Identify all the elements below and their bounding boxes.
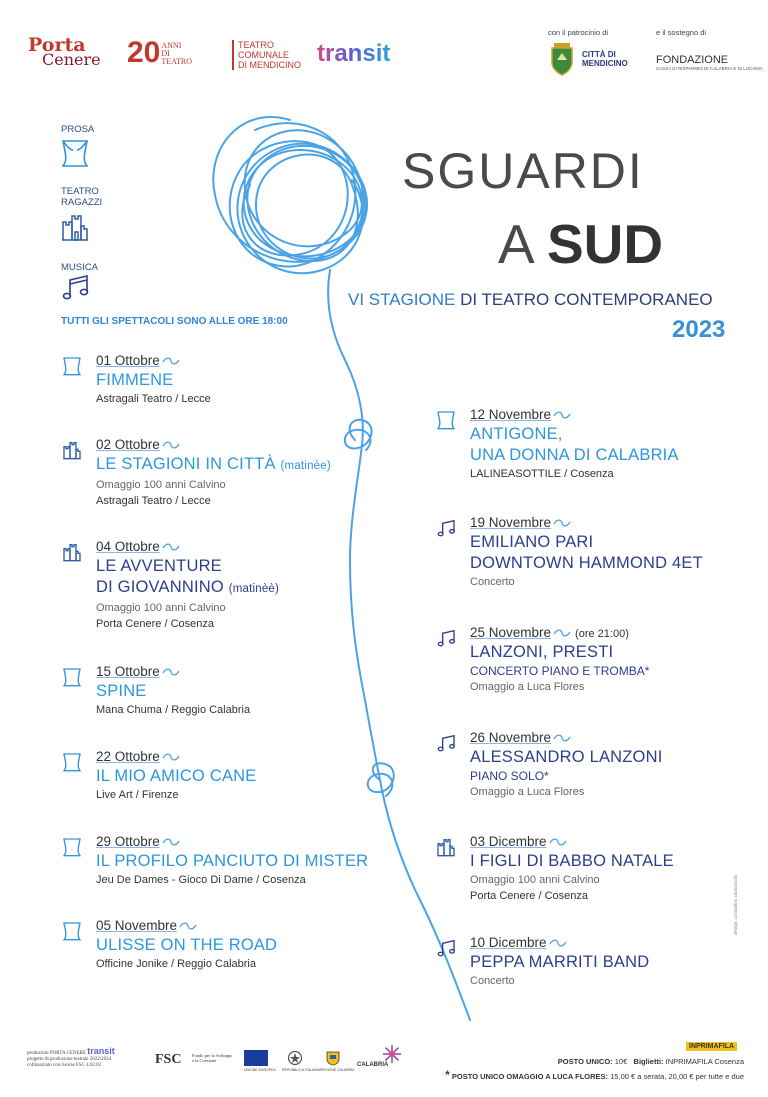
castle-icon bbox=[60, 212, 90, 242]
castle-icon bbox=[62, 440, 82, 460]
event-note: Omaggio 100 anni Calvino bbox=[96, 479, 226, 491]
category-prosa-label: PROSA bbox=[61, 124, 95, 135]
event-note: Omaggio a Luca Flores bbox=[470, 786, 585, 798]
event-date: 19 Novembre bbox=[470, 515, 552, 530]
event-date: 12 Novembre bbox=[470, 407, 552, 422]
event-company: Live Art / Firenze bbox=[96, 789, 179, 801]
prod-line2: progetto di produzione teatrale 2022/2024 bbox=[27, 1057, 112, 1062]
swirl-icon bbox=[162, 752, 180, 762]
event-date: 04 Ottobre bbox=[96, 539, 160, 554]
fondazione-title: FONDAZIONE bbox=[656, 54, 729, 66]
event-name: IL MIO AMICO CANE bbox=[96, 767, 257, 785]
event-note: Omaggio a Luca Flores bbox=[470, 681, 585, 693]
anni-line1: ANNI bbox=[161, 41, 182, 50]
music-note-icon bbox=[60, 272, 90, 302]
event-extra-time: (ore 21:00) bbox=[575, 628, 629, 640]
calabria-region-icon bbox=[325, 1050, 341, 1066]
event-name-text: LE STAGIONI IN CITTÀ bbox=[96, 455, 276, 473]
calabria-text: CALABRIA bbox=[357, 1062, 389, 1068]
logo-fsc: FSC bbox=[155, 1052, 182, 1067]
posto-unico-value: 10€ bbox=[614, 1057, 628, 1066]
logo-citta-mendicino bbox=[548, 42, 628, 76]
rep-label: REPUBBLICA ITALIANA bbox=[282, 1068, 321, 1072]
event-date: 03 Dicembre bbox=[470, 834, 547, 849]
swirl-icon bbox=[549, 837, 567, 847]
event-name: ALESSANDRO LANZONI bbox=[470, 748, 663, 766]
event-name: LE AVVENTURE bbox=[96, 557, 222, 575]
footer-production bbox=[27, 1048, 115, 1069]
event-note: Omaggio 100 anni Calvino bbox=[96, 602, 226, 614]
event-name-2: DOWNTOWN HAMMOND 4ET bbox=[470, 554, 703, 572]
design-credit: design: costantino santonocito bbox=[733, 874, 738, 935]
prod-transit: transit bbox=[87, 1046, 115, 1056]
curtain-icon bbox=[436, 410, 456, 430]
event-date: 22 Ottobre bbox=[96, 749, 160, 764]
biglietti-value: INPRIMAFILA Cosenza bbox=[665, 1057, 744, 1066]
subtitle bbox=[348, 290, 713, 310]
anni-line3: TEATRO bbox=[161, 57, 193, 66]
event-subtitle: CONCERTO PIANO E TROMBA* bbox=[470, 664, 650, 678]
event-name: I FIGLI DI BABBO NATALE bbox=[470, 852, 674, 870]
event-company: LALINEASOTTILE / Cosenza bbox=[470, 468, 614, 480]
event-date: 29 Ottobre bbox=[96, 834, 160, 849]
citta-line1: CITTÀ DI bbox=[582, 50, 616, 59]
event-note: Omaggio 100 anni Calvino bbox=[470, 874, 600, 886]
citta-line2: MENDICINO bbox=[582, 59, 628, 68]
event-name: EMILIANO PARI bbox=[470, 533, 594, 551]
swirl-icon bbox=[553, 628, 571, 638]
event-name: SPINE bbox=[96, 682, 147, 700]
logo-transit: transit bbox=[317, 40, 391, 67]
event-company: Officine Jonike / Reggio Calabria bbox=[96, 958, 256, 970]
event-date: 05 Novembre bbox=[96, 918, 178, 933]
omaggio-value: 15,00 € a serata, 20,00 € per tutte e due bbox=[610, 1072, 744, 1081]
porta-line1: Porta bbox=[28, 34, 86, 56]
time-note: TUTTI GLI SPETTACOLI SONO ALLE ORE 18:00 bbox=[61, 316, 288, 327]
subtitle-b: DI TEATRO bbox=[460, 290, 550, 309]
swirl-icon bbox=[162, 837, 180, 847]
fsc-sub1: Fondo per lo Sviluppo bbox=[192, 1053, 233, 1058]
porta-line2: Cenere bbox=[42, 50, 101, 69]
calabria-flower-icon bbox=[382, 1044, 402, 1064]
swirl-icon bbox=[162, 667, 180, 677]
music-note-icon bbox=[436, 518, 456, 538]
title-line2 bbox=[498, 212, 663, 276]
event-note: Concerto bbox=[470, 975, 515, 987]
event-date: 15 Ottobre bbox=[96, 664, 160, 679]
title-line1: SGUARDI bbox=[402, 143, 644, 199]
subtitle-c: CONTEMPORANEO bbox=[553, 290, 713, 309]
omaggio-label: POSTO UNICO OMAGGIO A LUCA FLORES: bbox=[451, 1072, 609, 1081]
curtain-icon bbox=[62, 356, 82, 376]
event-date: 01 Ottobre bbox=[96, 353, 160, 368]
anni-text bbox=[161, 42, 192, 66]
curtain-icon bbox=[60, 138, 90, 168]
category-ragazzi-label: TEATRO RAGAZZI bbox=[61, 186, 103, 208]
swirl-icon bbox=[162, 542, 180, 552]
price-line1 bbox=[558, 1057, 744, 1066]
anni-line2: DI bbox=[161, 49, 170, 58]
event-name: ANTIGONE, bbox=[470, 425, 563, 443]
inprimafila-logo: INPRIMAFILA bbox=[686, 1042, 737, 1051]
subtitle-a: VI STAGIONE bbox=[348, 290, 456, 309]
swirl-icon bbox=[162, 356, 180, 366]
swirl-icon bbox=[553, 733, 571, 743]
logo-teatro-comunale bbox=[232, 40, 301, 70]
posto-unico-label: POSTO UNICO: bbox=[557, 1057, 613, 1066]
event-name-2 bbox=[96, 577, 279, 600]
title-line2-bold: SUD bbox=[546, 213, 664, 275]
curtain-icon bbox=[62, 837, 82, 857]
event-date: 25 Novembre bbox=[470, 625, 552, 640]
curtain-icon bbox=[62, 921, 82, 941]
event-company: Jeu De Dames - Gioco Di Dame / Cosenza bbox=[96, 874, 306, 886]
swirl-icon bbox=[179, 921, 197, 931]
fondazione-sub: CASSA DI RISPARMIO DI CALABRIA E DI LUCANIA bbox=[656, 66, 763, 71]
swirl-icon bbox=[553, 518, 571, 528]
anni-number: 20 bbox=[127, 36, 161, 69]
event-name2-text: DI GIOVANNINO bbox=[96, 578, 224, 596]
reg-label: REGIONE CALABRIA bbox=[320, 1068, 355, 1072]
category-musica-label: MUSICA bbox=[61, 262, 98, 273]
event-date: 10 Dicembre bbox=[470, 935, 547, 950]
teatro-line1: TEATRO bbox=[238, 40, 274, 50]
event-company: Astragali Teatro / Lecce bbox=[96, 393, 211, 405]
year: 2023 bbox=[672, 316, 726, 343]
swirl-icon bbox=[553, 410, 571, 420]
event-name-extra: (matinèe) bbox=[280, 460, 331, 472]
price-line2 bbox=[445, 1068, 744, 1082]
teatro-line3: DI MENDICINO bbox=[238, 60, 301, 70]
title-line2-prefix: A bbox=[498, 213, 532, 275]
curtain-icon bbox=[62, 752, 82, 772]
music-note-icon bbox=[436, 733, 456, 753]
teatro-line2: COMUNALE bbox=[238, 50, 290, 60]
event-name: IL PROFILO PANCIUTO DI MISTER bbox=[96, 852, 369, 870]
event-subtitle: PIANO SOLO* bbox=[470, 769, 549, 783]
event-name bbox=[96, 454, 331, 477]
italian-emblem-icon bbox=[287, 1050, 303, 1066]
fsc-sub2: e la Coesione bbox=[192, 1058, 217, 1063]
event-name: PEPPA MARRITI BAND bbox=[470, 953, 650, 971]
swirl-icon bbox=[549, 938, 567, 948]
event-name: ULISSE ON THE ROAD bbox=[96, 936, 278, 954]
sostegno-label: e il sostegno di bbox=[656, 28, 707, 37]
event-company: Mana Chuma / Reggio Calabria bbox=[96, 704, 251, 716]
biglietti-label: Biglietti: bbox=[633, 1057, 664, 1066]
event-note: Concerto bbox=[470, 576, 515, 588]
event-name-2: UNA DONNA DI CALABRIA bbox=[470, 446, 679, 464]
swirl-icon bbox=[162, 440, 180, 450]
logo-20-anni bbox=[127, 38, 192, 68]
logo-porta-cenere bbox=[28, 34, 101, 69]
event-company: Astragali Teatro / Lecce bbox=[96, 495, 211, 507]
eu-label: UNIONE EUROPEA bbox=[244, 1068, 276, 1072]
music-note-icon bbox=[436, 938, 456, 958]
prod-line1: produzioni PORTA CENERE bbox=[27, 1051, 87, 1056]
patrocinio-label: con il patrocinio di bbox=[548, 28, 609, 37]
castle-icon bbox=[436, 837, 456, 857]
logo-fondazione bbox=[656, 54, 763, 71]
event-date: 02 Ottobre bbox=[96, 437, 160, 452]
event-company: Porta Cenere / Cosenza bbox=[96, 618, 215, 630]
prod-line3: cofinanziato con risorse FSC 4.02.02 bbox=[27, 1063, 102, 1068]
curtain-icon bbox=[62, 667, 82, 687]
crest-icon bbox=[548, 42, 576, 76]
eu-flag-icon bbox=[244, 1050, 268, 1066]
event-name: LANZONI, PRESTI bbox=[470, 643, 614, 661]
asterisk-icon: * bbox=[445, 1068, 450, 1082]
music-note-icon bbox=[436, 628, 456, 648]
event-name: FIMMENE bbox=[96, 371, 174, 389]
fsc-sub bbox=[192, 1053, 232, 1063]
event-company: Porta Cenere / Cosenza bbox=[470, 890, 589, 902]
castle-icon bbox=[62, 542, 82, 562]
event-name-extra: (matinèè) bbox=[228, 583, 280, 595]
event-date: 26 Novembre bbox=[470, 730, 552, 745]
